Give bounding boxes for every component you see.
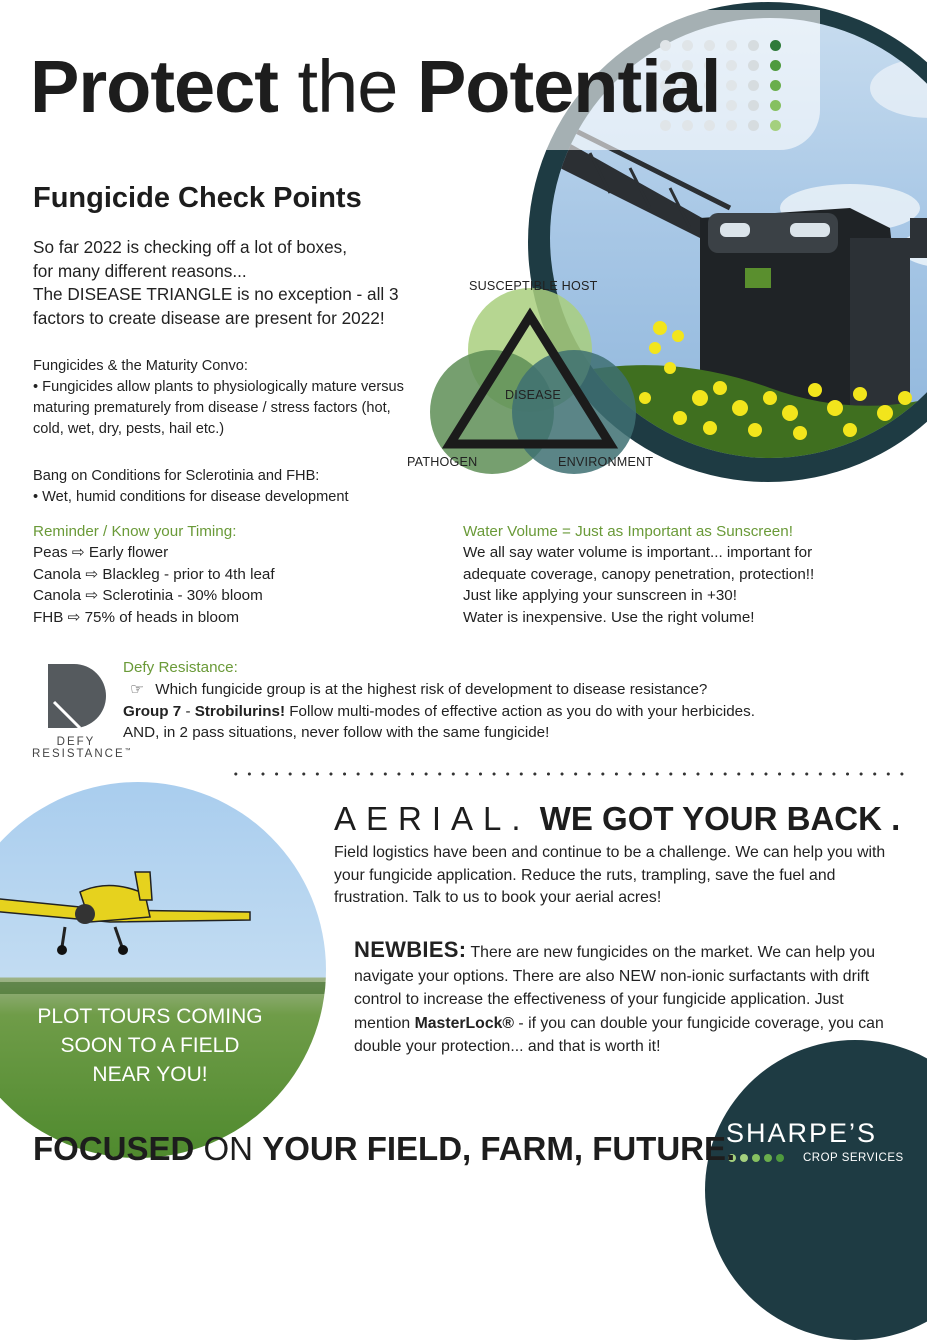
defy-block xyxy=(123,659,903,744)
intro-line: factors to create disease are present for 2022! xyxy=(33,307,385,328)
water-line: Just like applying your sunscreen in +30! xyxy=(463,587,737,604)
water-heading: Water Volume = Just as Important as Sunscreen! xyxy=(463,523,793,540)
timing-crop: FHB xyxy=(33,608,64,626)
arrow-icon: ⇨ xyxy=(85,565,99,583)
newbies-body2: - if you can double your fungicide coverage, you can double your protection... and that is worth it! xyxy=(354,1014,884,1055)
arrow-icon: ⇨ xyxy=(71,544,85,561)
newbies-product: MasterLock® xyxy=(414,1014,515,1032)
timing-crop: Canola xyxy=(33,565,82,583)
aerial-plane-photo xyxy=(0,782,326,1158)
footer-tagline xyxy=(33,1130,735,1168)
aerial-title xyxy=(334,800,900,838)
defy-answer-name: Strobilurins! xyxy=(194,702,286,720)
conditions-heading: Bang on Conditions for Sclerotinia and FHB: xyxy=(33,468,320,484)
newbies-body1: There are new fungicides on the market. We can help you navigate your options. There are also NEW non-ionic surfactants with drift control to increase the effectiveness of your fungicide application. Just mention xyxy=(354,944,876,1032)
plot-tours-text xyxy=(20,1002,280,1089)
timing-stage: Blackleg - prior to 4th leaf xyxy=(102,565,275,583)
timing-item xyxy=(33,607,433,629)
timing-stage: Early flower xyxy=(88,544,169,561)
plot-line: SOON TO A FIELD xyxy=(60,1034,240,1057)
timing-stage: 75% of heads in bloom xyxy=(84,608,240,626)
venn-label-pathogen: PATHOGEN xyxy=(407,455,478,469)
maturity-body: • Fungicides allow plants to physiologically mature versus maturing prematurely from disease / stress factors (hot, cold, wet, dry, pests, hail etc.) xyxy=(33,379,404,437)
defy-answer-group: Group 7 xyxy=(123,702,182,720)
arrow-icon: ⇨ xyxy=(67,608,81,626)
conditions-body: • Wet, humid conditions for disease development xyxy=(33,489,349,505)
timing-item xyxy=(33,542,433,564)
intro-line: for many different reasons... xyxy=(33,260,247,281)
water-line: adequate coverage, canopy penetration, protection!! xyxy=(463,565,815,583)
timing-heading: Reminder / Know your Timing: xyxy=(33,523,237,540)
timing-crop: Peas xyxy=(33,544,68,561)
defy-question: Which fungicide group is at the highest risk of development to disease resistance? xyxy=(155,681,708,698)
title-word-potential: Potential xyxy=(416,45,721,128)
defy-logo-line1: DEFY xyxy=(56,736,96,748)
timing-block xyxy=(33,523,433,628)
venn-label-host: SUSCEPTIBLE HOST xyxy=(469,279,598,293)
page-title xyxy=(30,42,720,132)
pointing-hand-icon: ☞ xyxy=(130,681,144,698)
defy-answer-rest: Follow multi-modes of effective action as you do with your herbicides. xyxy=(285,702,755,720)
defy-logo-tm: ™ xyxy=(124,748,131,754)
tagline-on: ON xyxy=(194,1130,263,1167)
defy-resistance-logo xyxy=(32,662,131,772)
plot-line: PLOT TOURS COMING xyxy=(37,1005,263,1028)
brand-name: SHARPE’S xyxy=(726,1118,878,1148)
newbies-label: NEWBIES: xyxy=(354,937,467,962)
disease-triangle-diagram xyxy=(410,278,670,478)
plot-line: NEAR YOU! xyxy=(92,1063,208,1086)
title-word-the: the xyxy=(277,45,417,128)
defy-d-icon xyxy=(40,662,112,732)
aerial-title-spaced: AERIAL. xyxy=(334,800,531,837)
maturity-heading: Fungicides & the Maturity Convo: xyxy=(33,358,248,374)
tagline-rest: YOUR FIELD, FARM, FUTURE. xyxy=(262,1130,736,1167)
water-line: We all say water volume is important... important for xyxy=(463,544,813,561)
defy-answer-sep: - xyxy=(181,702,195,720)
water-volume-block xyxy=(463,523,913,628)
dotted-divider xyxy=(229,772,907,776)
venn-label-disease: DISEASE xyxy=(505,388,561,402)
maturity-block xyxy=(33,356,413,440)
intro-line: So far 2022 is checking off a lot of boxes, xyxy=(33,237,348,257)
timing-crop: Canola xyxy=(33,587,82,604)
arrow-icon: ⇨ xyxy=(85,587,99,604)
brand-subtitle: CROP SERVICES xyxy=(803,1152,904,1164)
defy-line3: AND, in 2 pass situations, never follow with the same fungicide! xyxy=(123,724,550,741)
intro-paragraph xyxy=(33,236,453,330)
timing-stage: Sclerotinia - 30% bloom xyxy=(102,587,263,604)
conditions-block xyxy=(33,466,413,508)
timing-item xyxy=(33,564,433,586)
brand-circle xyxy=(705,1040,927,1340)
timing-item xyxy=(33,585,433,607)
defy-heading: Defy Resistance: xyxy=(123,659,238,676)
venn-label-environment: ENVIRONMENT xyxy=(558,455,654,469)
aerial-body: Field logistics have been and continue to be a challenge. We can help you with your fungicide application. Reduce the ruts, trampling, save the fuel and frustration. Talk to us to book your aerial acres! xyxy=(334,844,886,906)
tagline-focused: FOCUSED xyxy=(33,1130,195,1167)
defy-logo-line2: RESISTANCE xyxy=(32,748,125,760)
intro-line: The DISEASE TRIANGLE is no exception - all 3 xyxy=(33,284,399,304)
plane-illustration xyxy=(0,782,326,1158)
aerial-title-bold: WE GOT YOUR BACK . xyxy=(539,800,901,837)
section-title: Fungicide Check Points xyxy=(33,182,362,214)
water-line: Water is inexpensive. Use the right volume! xyxy=(463,608,755,626)
title-word-protect: Protect xyxy=(30,45,278,128)
newbies-block xyxy=(354,938,904,1059)
